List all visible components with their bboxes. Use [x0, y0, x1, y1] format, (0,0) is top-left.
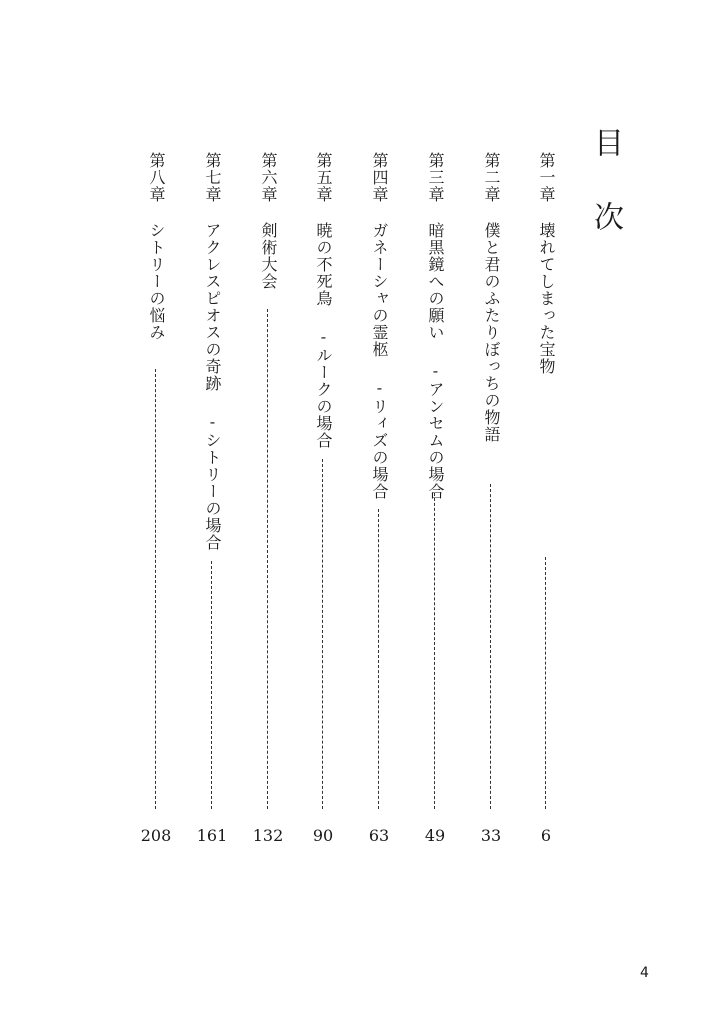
dot-leader: [545, 557, 546, 809]
dot-leader: [155, 369, 156, 809]
page-number: 90: [312, 826, 334, 845]
toc-entry-8[interactable]: [140, 152, 172, 845]
page-number: 63: [368, 826, 390, 845]
page-number: 49: [424, 826, 446, 845]
toc-title: 目次: [588, 127, 623, 275]
dot-leader: [434, 493, 435, 809]
page-number: 33: [480, 826, 502, 845]
page-number: 132: [252, 826, 284, 845]
chapter-number: 第八章: [147, 152, 166, 203]
dot-leader: [211, 561, 212, 809]
toc-entry-7[interactable]: [196, 152, 228, 845]
chapter-title: アクレスピオスの奇跡 -シトリーの場合: [203, 222, 222, 551]
toc-entry-3[interactable]: [422, 152, 448, 845]
chapter-number: 第六章: [259, 152, 278, 203]
chapter-title: 壊れてしまった宝物: [537, 222, 556, 375]
dot-leader: [267, 309, 268, 809]
page-number: 6: [540, 826, 552, 845]
page-number: 208: [140, 826, 172, 845]
chapter-number: 第三章: [426, 152, 445, 203]
toc-entry-5[interactable]: [310, 152, 336, 845]
dot-leader: [490, 484, 491, 809]
chapter-title: ガネーシャの霊柩 -リィズの場合: [370, 222, 389, 500]
chapter-title: 暗黒鏡への願い -アンセムの場合: [426, 222, 445, 500]
chapter-title: 僕と君のふたりぼっちの物語: [482, 222, 501, 443]
dot-leader: [322, 459, 323, 809]
chapter-title: 暁の不死鳥 -ルークの場合: [314, 222, 333, 449]
chapter-number: 第一章: [537, 152, 556, 203]
page-number: 161: [196, 826, 228, 845]
chapter-title: 剣術大会: [259, 222, 278, 290]
dot-leader: [378, 509, 379, 809]
chapter-number: 第七章: [203, 152, 222, 203]
chapter-number: 第五章: [314, 152, 333, 203]
page-folio: 4: [640, 965, 649, 981]
toc-entry-6[interactable]: [252, 152, 284, 845]
toc-entry-4[interactable]: [366, 152, 392, 845]
chapter-number: 第二章: [482, 152, 501, 203]
toc-entry-2[interactable]: [478, 152, 504, 845]
chapter-title: シトリーの悩み: [147, 222, 166, 341]
toc-entry-1[interactable]: [533, 152, 559, 845]
chapter-number: 第四章: [370, 152, 389, 203]
